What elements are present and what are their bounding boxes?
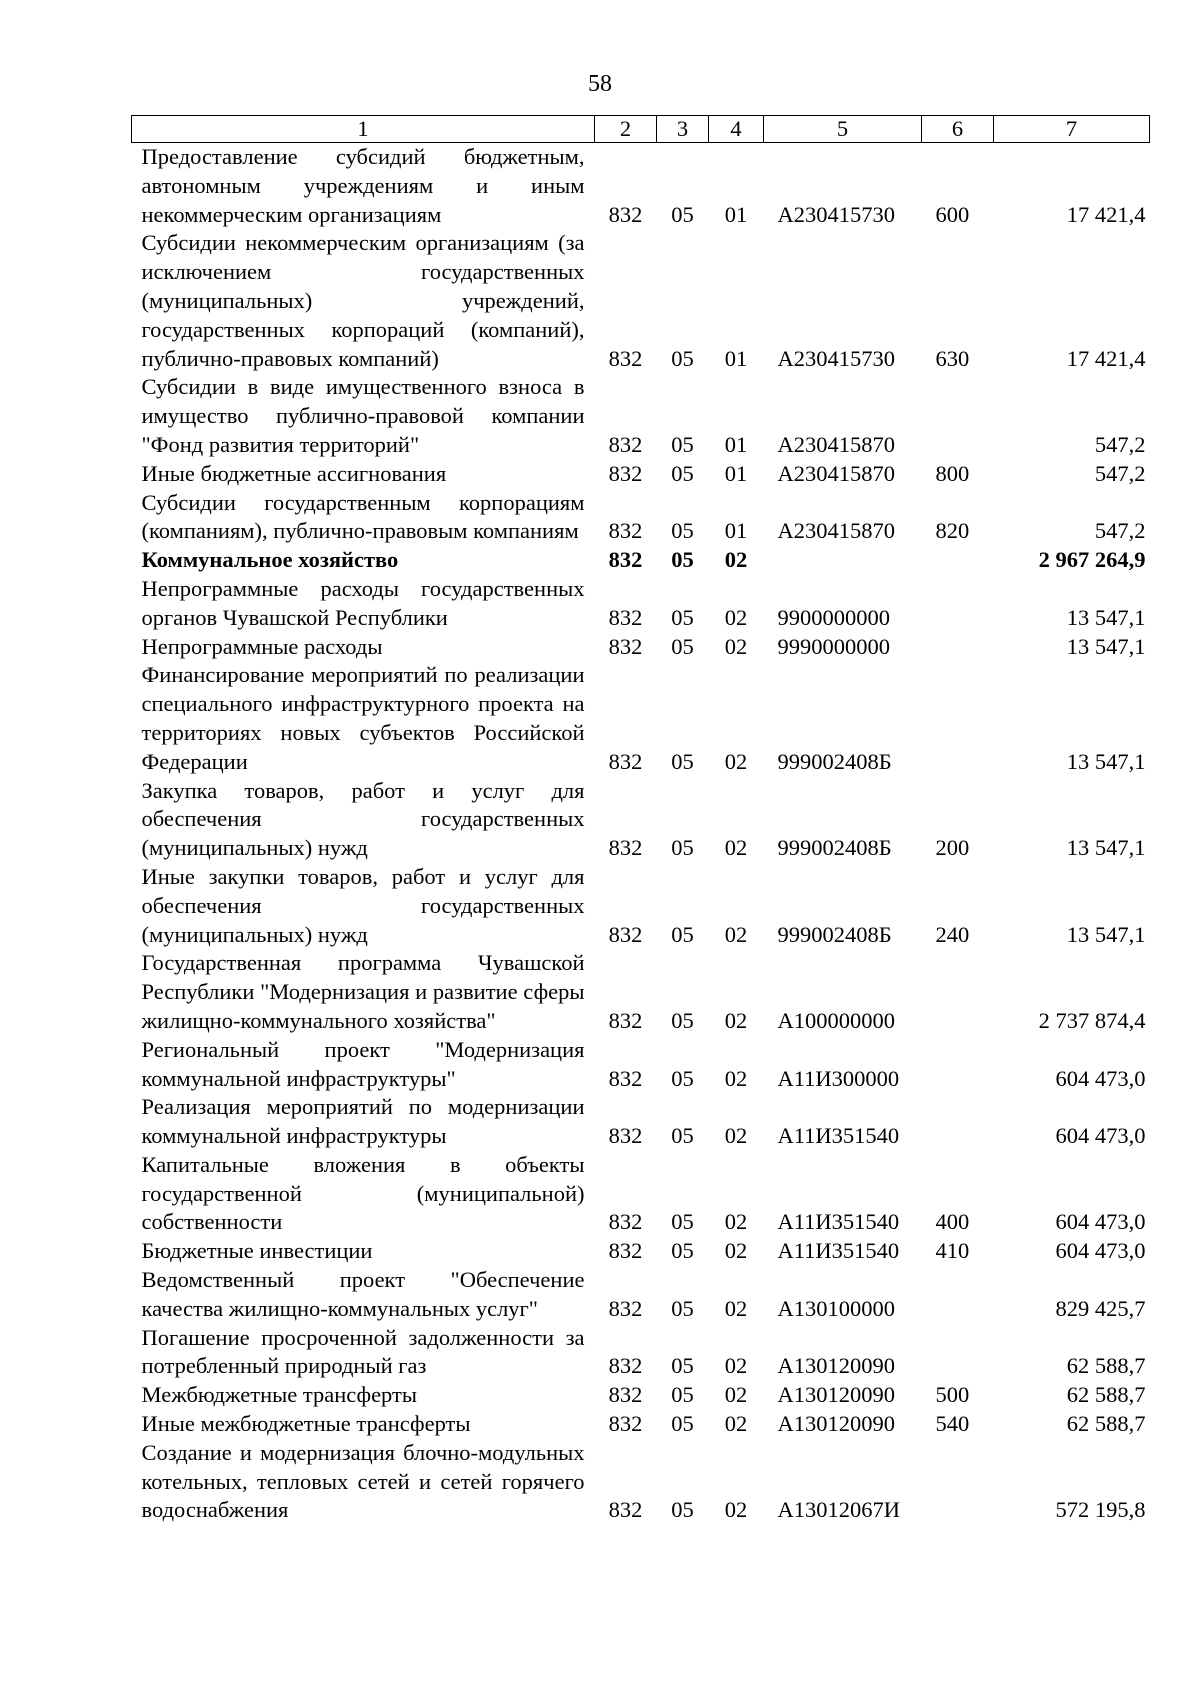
row-cs: А11И351540	[777, 1209, 900, 1235]
row-cs: А130120090	[777, 1382, 895, 1408]
table-row	[132, 863, 1150, 949]
row-cs: А230415730	[777, 201, 895, 227]
row-pr: 02	[724, 1497, 748, 1523]
table-row	[132, 1266, 1150, 1324]
row-name: Непрограммные расходы государственных органов Чувашской Республики	[141, 575, 585, 630]
table-row	[132, 546, 1150, 575]
row-vr	[922, 1093, 994, 1151]
column-header-3: 3	[657, 116, 709, 143]
row-name: Субсидии в виде имущественного взноса в имущество публично-правовой компании "Фонд развития территорий"	[141, 374, 585, 457]
row-cs: А230415870	[777, 518, 895, 544]
row-rz: 05	[671, 518, 694, 544]
table-row	[132, 1439, 1150, 1525]
row-rz: 05	[671, 1209, 694, 1235]
row-sum: 547,2	[1094, 518, 1146, 544]
row-rz: 05	[671, 748, 694, 774]
column-header-7: 7	[994, 116, 1150, 143]
row-name: Погашение просроченной задолженности за потребленный природный газ	[141, 1324, 585, 1379]
row-gr: 832	[608, 1353, 643, 1379]
row-sum: 547,2	[1094, 431, 1146, 457]
table-row	[132, 489, 1150, 547]
row-name: Ведомственный проект "Обеспечение качества жилищно-коммунальных услуг"	[141, 1267, 585, 1321]
table-row	[132, 949, 1150, 1035]
row-rz: 05	[671, 547, 694, 573]
row-pr: 02	[724, 921, 748, 947]
row-cs: А11И351540	[777, 1123, 900, 1149]
row-vr: 600	[935, 201, 970, 227]
row-name: Предоставление субсидий бюджетным, автономным учреждениям и иным некоммерческим организациям	[141, 144, 585, 227]
row-vr: 400	[935, 1209, 970, 1235]
table-row	[132, 661, 1150, 776]
row-sum: 2 967 264,9	[1038, 547, 1146, 573]
row-rz: 05	[671, 1353, 694, 1379]
table-row	[132, 1410, 1150, 1439]
row-gr: 832	[608, 518, 643, 544]
row-rz: 05	[671, 633, 694, 659]
row-name: Субсидии некоммерческим организациям (за исключением государственных (муниципальных) учреждений, государственных корпораций (компаний), публично-правовых компаний)	[141, 230, 585, 371]
row-pr: 02	[724, 1238, 748, 1264]
row-sum: 13 547,1	[1066, 748, 1146, 774]
row-sum: 17 421,4	[1066, 201, 1146, 227]
table-header	[132, 116, 1150, 143]
row-pr: 02	[724, 547, 748, 573]
row-vr	[922, 546, 994, 575]
row-cs: 999002408Б	[777, 835, 892, 861]
row-cs: 999002408Б	[777, 748, 892, 774]
table-row	[132, 1237, 1150, 1266]
row-rz: 05	[671, 345, 694, 371]
row-gr: 832	[608, 604, 643, 630]
row-vr	[922, 1036, 994, 1094]
table-row	[132, 1036, 1150, 1094]
row-cs: А230415870	[777, 460, 895, 486]
row-gr: 832	[608, 748, 643, 774]
row-gr: 832	[608, 345, 643, 371]
row-gr: 832	[608, 1411, 643, 1437]
row-cs: А230415730	[777, 345, 895, 371]
table-body	[132, 143, 1150, 1526]
row-vr	[922, 633, 994, 662]
row-name: Государственная программа Чувашской Республики "Модернизация и развитие сферы жилищно-коммунального хозяйства"	[141, 950, 585, 1033]
row-vr: 800	[935, 460, 970, 486]
table-row	[132, 1151, 1150, 1237]
row-name: Иные межбюджетные трансферты	[141, 1411, 471, 1437]
row-sum: 13 547,1	[1066, 604, 1146, 630]
row-gr: 832	[608, 1209, 643, 1235]
row-sum: 829 425,7	[1055, 1295, 1146, 1321]
row-gr: 832	[608, 431, 643, 457]
row-vr: 630	[935, 345, 970, 371]
row-rz: 05	[671, 1007, 694, 1033]
row-pr: 02	[724, 1353, 748, 1379]
row-pr: 02	[724, 1411, 748, 1437]
row-sum: 62 588,7	[1066, 1382, 1146, 1408]
row-sum: 604 473,0	[1055, 1209, 1146, 1235]
row-vr: 240	[935, 921, 970, 947]
row-cs: А130120090	[777, 1411, 895, 1437]
row-rz: 05	[671, 604, 694, 630]
row-rz: 05	[671, 921, 694, 947]
row-vr	[922, 1324, 994, 1382]
row-pr: 01	[724, 201, 748, 227]
row-pr: 02	[724, 748, 748, 774]
table-row	[132, 460, 1150, 489]
row-cs: А11И300000	[777, 1065, 900, 1091]
row-gr: 832	[608, 1497, 643, 1523]
row-sum: 604 473,0	[1055, 1123, 1146, 1149]
row-rz: 05	[671, 1238, 694, 1264]
table-row	[132, 1324, 1150, 1382]
row-gr: 832	[608, 633, 643, 659]
row-vr: 540	[935, 1411, 970, 1437]
row-name: Субсидии государственным корпорациям (компаниям), публично-правовым компаниям	[141, 489, 585, 544]
row-gr: 832	[608, 1123, 643, 1149]
row-cs	[764, 546, 922, 575]
row-name: Бюджетные инвестиции	[141, 1238, 373, 1264]
column-header-5: 5	[764, 116, 922, 143]
row-gr: 832	[608, 1065, 643, 1091]
row-rz: 05	[671, 1295, 694, 1321]
table-row	[132, 143, 1150, 230]
row-cs: А13012067И	[777, 1497, 900, 1523]
row-pr: 02	[724, 1065, 748, 1091]
row-rz: 05	[671, 835, 694, 861]
row-pr: 02	[724, 604, 748, 630]
row-sum: 547,2	[1094, 460, 1146, 486]
row-gr: 832	[608, 547, 643, 573]
row-name: Закупка товаров, работ и услуг для обеспечения государственных (муниципальных) нужд	[141, 777, 585, 861]
row-pr: 02	[724, 1382, 748, 1408]
row-sum: 572 195,8	[1055, 1497, 1146, 1523]
row-name: Реализация мероприятий по модернизации коммунальной инфраструктуры	[141, 1094, 585, 1149]
row-gr: 832	[608, 921, 643, 947]
row-vr	[922, 373, 994, 459]
row-rz: 05	[671, 201, 694, 227]
row-rz: 05	[671, 1411, 694, 1437]
row-vr	[922, 575, 994, 633]
table-row	[132, 633, 1150, 662]
row-rz: 05	[671, 460, 694, 486]
row-name: Капитальные вложения в объекты государственной (муниципальной) собственности	[141, 1151, 585, 1235]
row-sum: 62 588,7	[1066, 1411, 1146, 1437]
row-sum: 17 421,4	[1066, 345, 1146, 371]
row-gr: 832	[608, 460, 643, 486]
table-row	[132, 1093, 1150, 1151]
row-cs: А230415870	[777, 431, 895, 457]
table-row	[132, 373, 1150, 459]
row-pr: 01	[724, 345, 748, 371]
row-rz: 05	[671, 1065, 694, 1091]
row-vr	[922, 949, 994, 1035]
row-pr: 02	[724, 1007, 748, 1033]
table-row	[132, 575, 1150, 633]
row-sum: 62 588,7	[1066, 1353, 1146, 1379]
column-header-6: 6	[922, 116, 994, 143]
row-name: Иные закупки товаров, работ и услуг для обеспечения государственных (муниципальных) нужд	[141, 863, 585, 947]
row-sum: 13 547,1	[1066, 921, 1146, 947]
column-header-4: 4	[709, 116, 764, 143]
row-rz: 05	[671, 1382, 694, 1408]
row-vr: 410	[935, 1238, 970, 1264]
row-gr: 832	[608, 835, 643, 861]
row-name: Финансирование мероприятий по реализации специального инфраструктурного проекта на территориях новых субъектов Российской Федерации	[141, 662, 585, 774]
row-gr: 832	[608, 1382, 643, 1408]
row-vr: 200	[935, 835, 970, 861]
column-header-1: 1	[132, 116, 595, 143]
row-rz: 05	[671, 1123, 694, 1149]
row-sum: 604 473,0	[1055, 1238, 1146, 1264]
row-pr: 02	[724, 1123, 748, 1149]
row-cs: А130100000	[777, 1295, 895, 1321]
row-pr: 02	[724, 1295, 748, 1321]
row-pr: 01	[724, 431, 748, 457]
row-sum: 13 547,1	[1066, 633, 1146, 659]
row-cs: 9990000000	[777, 633, 890, 659]
table-row	[132, 229, 1150, 373]
row-pr: 01	[724, 518, 748, 544]
table-row	[132, 777, 1150, 863]
row-pr: 02	[724, 835, 748, 861]
row-gr: 832	[608, 201, 643, 227]
row-vr	[922, 1266, 994, 1324]
row-rz: 05	[671, 431, 694, 457]
row-cs: 9900000000	[777, 604, 890, 630]
row-pr: 01	[724, 460, 748, 486]
row-pr: 02	[724, 633, 748, 659]
row-vr	[922, 1439, 994, 1525]
row-name: Непрограммные расходы	[141, 633, 383, 659]
row-cs: А11И351540	[777, 1238, 900, 1264]
row-sum: 13 547,1	[1066, 835, 1146, 861]
row-gr: 832	[608, 1007, 643, 1033]
row-rz: 05	[671, 1497, 694, 1523]
row-gr: 832	[608, 1295, 643, 1321]
table-row	[132, 1381, 1150, 1410]
row-gr: 832	[608, 1238, 643, 1264]
row-vr: 820	[935, 518, 970, 544]
row-pr: 02	[724, 1209, 748, 1235]
budget-table	[131, 115, 1150, 1525]
row-cs: 999002408Б	[777, 921, 892, 947]
column-header-2: 2	[595, 116, 657, 143]
row-name: Межбюджетные трансферты	[141, 1382, 417, 1408]
row-name: Региональный проект "Модернизация коммунальной инфраструктуры"	[141, 1036, 585, 1091]
row-vr	[922, 661, 994, 776]
row-name: Иные бюджетные ассигнования	[141, 460, 447, 486]
row-cs: А100000000	[777, 1007, 895, 1033]
row-name: Коммунальное хозяйство	[141, 547, 399, 573]
row-name: Создание и модернизация блочно-модульных котельных, тепловых сетей и сетей горячего водоснабжения	[141, 1439, 585, 1523]
row-cs: А130120090	[777, 1353, 895, 1379]
row-sum: 2 737 874,4	[1038, 1007, 1146, 1033]
page-number: 58	[588, 71, 612, 97]
row-vr: 500	[935, 1382, 970, 1408]
row-sum: 604 473,0	[1055, 1065, 1146, 1091]
